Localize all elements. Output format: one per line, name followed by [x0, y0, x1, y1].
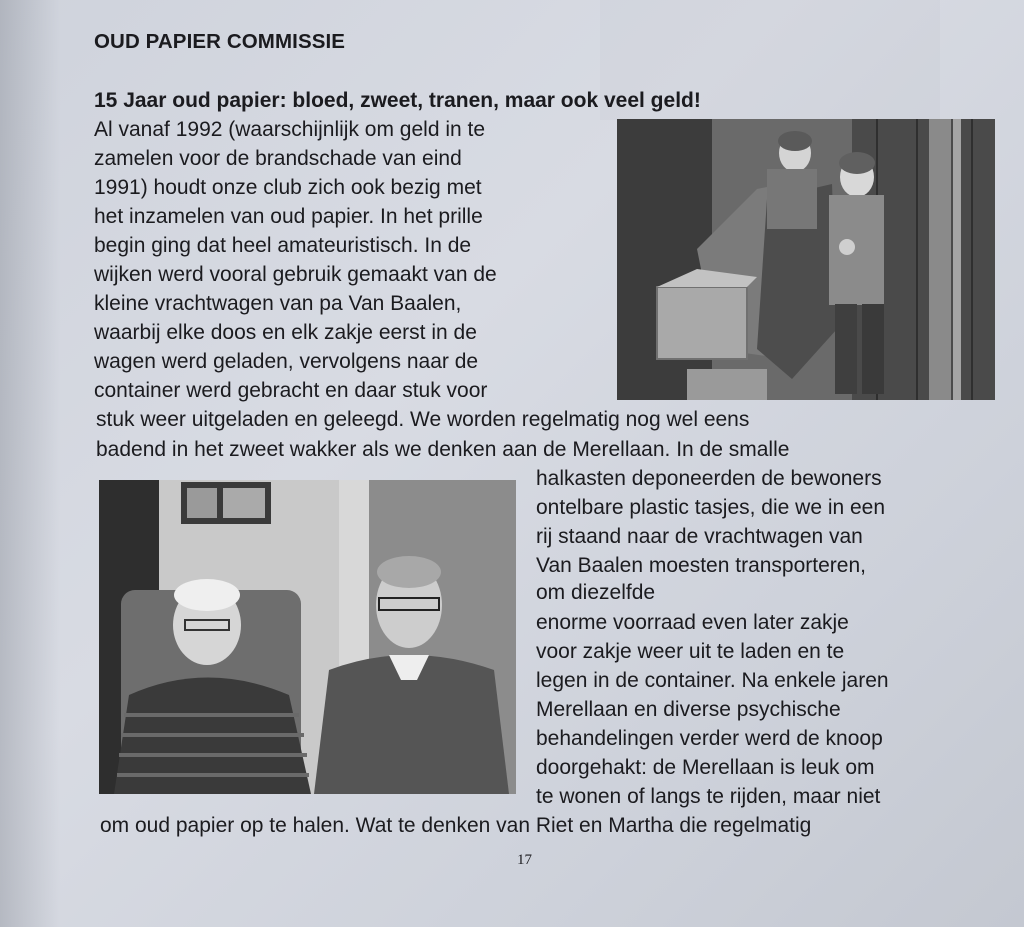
text-line: enorme voorraad even later zakje — [536, 611, 849, 634]
text-line: waarbij elke doos en elk zakje eerst in de — [94, 321, 477, 344]
text-line: Al vanaf 1992 (waarschijnlijk om geld in te — [94, 118, 486, 141]
text-line: 1991) houdt onze club zich ook bezig met — [94, 176, 482, 199]
text-line: legen in de container. Na enkele jaren — [536, 669, 889, 692]
text-line: Merellaan en diverse psychische — [536, 698, 841, 721]
text-line: doorgehakt: de Merellaan is leuk om — [536, 756, 875, 779]
text-line: stuk weer uitgeladen en geleegd. We worden regelmatig nog wel eens — [96, 408, 750, 431]
text-line: het inzamelen van oud papier. In het prille — [94, 205, 483, 228]
headline: 15 Jaar oud papier: bloed, zweet, tranen, maar ook veel geld! — [94, 89, 701, 112]
text-line: wagen werd geladen, vervolgens naar de — [94, 350, 479, 373]
text-line: begin ging dat heel amateuristisch. In de — [94, 234, 472, 257]
text-line: container werd gebracht en daar stuk voor — [94, 379, 488, 402]
text-line: Van Baalen moesten transporteren, — [536, 554, 866, 577]
section-title: OUD PAPIER COMMISSIE — [94, 30, 346, 53]
page-number: 17 — [517, 852, 532, 868]
text-line: rij staand naar de vrachtwagen van — [536, 525, 863, 548]
text-line: zamelen voor de brandschade van eind — [94, 147, 462, 170]
text-line: kleine vrachtwagen van pa Van Baalen, — [94, 292, 462, 315]
text-line: badend in het zweet wakker als we denken aan de Merellaan. In de smalle — [96, 438, 790, 461]
text-line: behandelingen verder werd de knoop — [536, 727, 883, 750]
photo-paper-collection — [617, 119, 995, 400]
page-fold-shadow — [0, 0, 60, 927]
text-line: te wonen of langs te rijden, maar niet — [536, 785, 881, 808]
text-line: ontelbare plastic tasjes, die we in een — [536, 496, 886, 519]
text-line: om oud papier op te halen. Wat te denken van Riet en Martha die regelmatig — [100, 814, 812, 837]
photo-two-men — [99, 480, 516, 794]
text-line: wijken werd vooral gebruik gemaakt van de — [94, 263, 497, 286]
text-line: voor zakje weer uit te laden en te — [536, 640, 845, 663]
text-line: halkasten deponeerden de bewoners — [536, 467, 882, 490]
text-line: om diezelfde — [536, 581, 656, 604]
